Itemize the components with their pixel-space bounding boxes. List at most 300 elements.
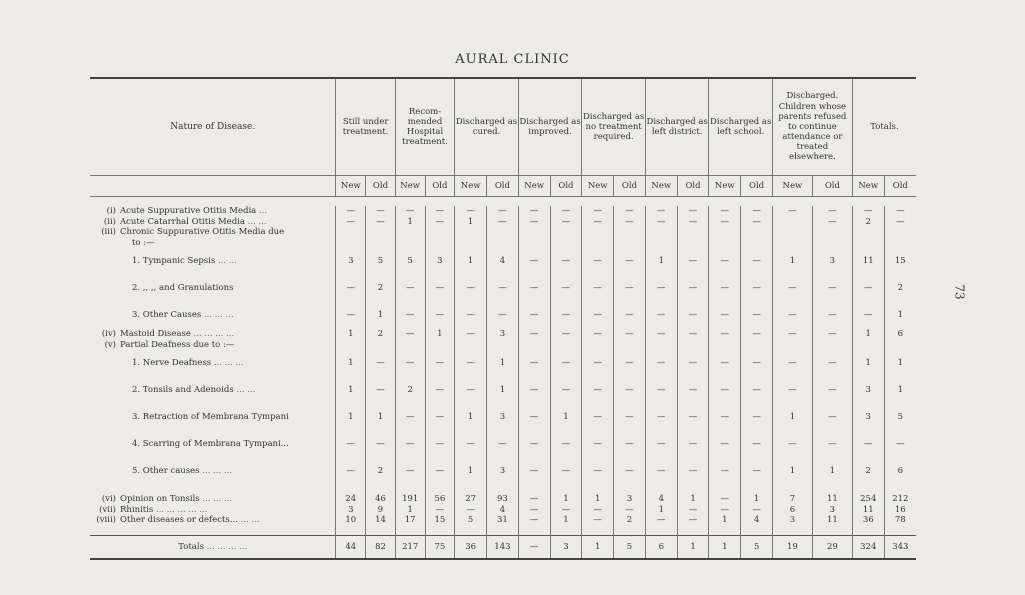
aural-clinic-table	[90, 77, 916, 560]
value-cell: 1	[645, 505, 677, 516]
value-cell: —	[812, 350, 852, 377]
value-cell: —	[677, 217, 709, 228]
value-cell: —	[852, 431, 884, 458]
totals-label: Totals ... ... ... ...	[90, 535, 336, 559]
value-cell: —	[677, 505, 709, 516]
value-cell: 4	[645, 494, 677, 505]
total-cell: 1	[677, 535, 709, 559]
value-cell	[772, 340, 812, 351]
value-cell: 1	[550, 515, 582, 526]
value-cell: —	[518, 505, 550, 516]
value-cell: 2	[852, 458, 884, 485]
value-cell: —	[709, 431, 741, 458]
sub-header-new: New	[336, 176, 366, 197]
value-cell: —	[645, 275, 677, 302]
value-cell: —	[772, 329, 812, 340]
value-cell	[395, 227, 425, 238]
value-cell: —	[550, 217, 582, 228]
value-cell: —	[614, 217, 646, 228]
value-cell: 1	[550, 494, 582, 505]
total-cell: 29	[812, 535, 852, 559]
value-cell: —	[614, 302, 646, 329]
value-cell: —	[645, 404, 677, 431]
value-cell: —	[336, 458, 366, 485]
sub-header-old: Old	[677, 176, 709, 197]
value-cell: —	[677, 377, 709, 404]
value-cell: 3	[336, 505, 366, 516]
disease-label: 2. Tonsils and Adenoids ... ...	[132, 385, 256, 396]
value-cell	[582, 227, 614, 238]
disease-label: 2. ,, ,, and Granulations	[132, 283, 234, 294]
value-cell: —	[518, 217, 550, 228]
table-row	[90, 302, 916, 329]
value-cell	[884, 227, 916, 238]
value-cell: —	[741, 329, 773, 340]
table-row	[90, 227, 916, 238]
value-cell	[366, 340, 396, 351]
value-cell: 2	[366, 275, 396, 302]
value-cell: 2	[614, 515, 646, 526]
value-cell: 93	[487, 494, 519, 505]
value-cell: —	[772, 377, 812, 404]
value-cell: 5	[366, 248, 396, 275]
value-cell: 1	[677, 494, 709, 505]
value-cell: —	[425, 206, 455, 217]
value-cell: 78	[884, 515, 916, 526]
value-cell: —	[582, 275, 614, 302]
value-cell: —	[366, 206, 396, 217]
value-cell: —	[336, 431, 366, 458]
value-cell	[582, 238, 614, 249]
value-cell: —	[677, 275, 709, 302]
value-cell: —	[425, 302, 455, 329]
disease-label: (ii) Acute Catarrhal Otitis Media ... ...	[103, 216, 267, 227]
value-cell: 1	[645, 248, 677, 275]
value-cell: —	[582, 217, 614, 228]
total-cell: 143	[487, 535, 519, 559]
page-title: AURAL CLINIC	[455, 52, 570, 67]
value-cell: 254	[852, 494, 884, 505]
value-cell: 212	[884, 494, 916, 505]
value-cell: —	[455, 329, 487, 340]
value-cell: —	[677, 350, 709, 377]
value-cell: —	[395, 404, 425, 431]
value-cell: —	[614, 458, 646, 485]
value-cell: 1	[709, 515, 741, 526]
disease-label: 4. Scarring of Membrana Tympani...	[132, 439, 289, 450]
value-cell: —	[812, 377, 852, 404]
value-cell	[550, 340, 582, 351]
value-cell	[709, 227, 741, 238]
disease-label: (v) Partial Deafness due to :—	[104, 339, 235, 350]
value-cell: —	[812, 431, 852, 458]
value-cell: —	[425, 217, 455, 228]
disease-label: 3. Other Causes ... ... ...	[132, 310, 234, 321]
table-row	[90, 494, 916, 505]
value-cell	[884, 238, 916, 249]
value-cell: 3	[812, 505, 852, 516]
value-cell: 7	[772, 494, 812, 505]
value-cell: 1	[366, 302, 396, 329]
value-cell: —	[677, 302, 709, 329]
sub-header-new: New	[645, 176, 677, 197]
value-cell: —	[709, 505, 741, 516]
value-cell: —	[425, 377, 455, 404]
value-cell	[852, 238, 884, 249]
value-cell: 11	[852, 248, 884, 275]
value-cell: —	[518, 377, 550, 404]
value-cell: —	[487, 431, 519, 458]
value-cell	[425, 227, 455, 238]
value-cell: —	[614, 505, 646, 516]
value-cell: 1	[425, 329, 455, 340]
value-cell: 1	[336, 329, 366, 340]
sub-header-new: New	[518, 176, 550, 197]
value-cell: 1	[582, 494, 614, 505]
disease-label: to :—	[132, 237, 155, 248]
value-cell: 1	[395, 505, 425, 516]
value-cell	[741, 340, 773, 351]
value-cell	[518, 238, 550, 249]
total-cell: 82	[366, 535, 396, 559]
value-cell: —	[455, 206, 487, 217]
value-cell	[772, 227, 812, 238]
value-cell: —	[518, 458, 550, 485]
value-cell: 3	[852, 377, 884, 404]
value-cell	[614, 227, 646, 238]
value-cell: 3	[425, 248, 455, 275]
value-cell: —	[741, 275, 773, 302]
value-cell: 1	[336, 404, 366, 431]
value-cell: —	[884, 206, 916, 217]
disease-label: 1. Tympanic Sepsis ... ...	[132, 256, 237, 267]
table-row	[90, 206, 916, 217]
value-cell: —	[645, 329, 677, 340]
value-cell	[645, 238, 677, 249]
group-header: Discharged. Children whose parents refused to continue attendance or treated elsewhere.	[772, 78, 852, 176]
value-cell: 15	[425, 515, 455, 526]
value-cell	[741, 238, 773, 249]
value-cell: —	[487, 217, 519, 228]
value-cell	[645, 227, 677, 238]
value-cell	[336, 227, 366, 238]
sub-header-new: New	[772, 176, 812, 197]
value-cell: 1	[455, 217, 487, 228]
value-cell	[614, 238, 646, 249]
value-cell: 1	[366, 404, 396, 431]
table-row	[90, 350, 916, 377]
value-cell: 3	[336, 248, 366, 275]
value-cell	[395, 238, 425, 249]
value-cell: —	[741, 217, 773, 228]
value-cell: 5	[455, 515, 487, 526]
value-cell: 5	[395, 248, 425, 275]
value-cell: 11	[852, 505, 884, 516]
value-cell: —	[518, 206, 550, 217]
value-cell: —	[645, 431, 677, 458]
disease-label: 5. Other causes ... ... ...	[132, 466, 232, 477]
value-cell	[709, 238, 741, 249]
group-header: Discharged as left district.	[645, 78, 709, 176]
value-cell: —	[741, 302, 773, 329]
value-cell: —	[395, 275, 425, 302]
group-header: Discharged as improved.	[518, 78, 582, 176]
value-cell: —	[487, 275, 519, 302]
disease-label: (iii) Chronic Suppurative Otitis Media due	[101, 227, 285, 237]
value-cell: 3	[852, 404, 884, 431]
value-cell: —	[709, 275, 741, 302]
value-cell: —	[455, 431, 487, 458]
value-cell: 1	[852, 350, 884, 377]
value-cell: 1	[395, 217, 425, 228]
value-cell	[614, 340, 646, 351]
table-row	[90, 275, 916, 302]
value-cell: —	[884, 431, 916, 458]
table-row	[90, 238, 916, 249]
sub-header-old: Old	[614, 176, 646, 197]
value-cell	[582, 340, 614, 351]
value-cell	[852, 340, 884, 351]
value-cell: —	[614, 206, 646, 217]
value-cell: —	[366, 431, 396, 458]
value-cell: —	[582, 329, 614, 340]
value-cell: —	[709, 206, 741, 217]
value-cell: 17	[395, 515, 425, 526]
value-cell: —	[455, 302, 487, 329]
value-cell: —	[614, 248, 646, 275]
value-cell: —	[772, 302, 812, 329]
disease-label: (vi) Opinion on Tonsils ... ... ...	[101, 494, 233, 504]
value-cell: 1	[772, 404, 812, 431]
value-cell: —	[366, 217, 396, 228]
table-row	[90, 329, 916, 340]
group-header: Discharged as left school.	[709, 78, 773, 176]
value-cell: 1	[455, 404, 487, 431]
value-cell: 36	[852, 515, 884, 526]
value-cell	[518, 227, 550, 238]
value-cell: —	[550, 329, 582, 340]
value-cell	[425, 238, 455, 249]
table-body	[90, 197, 916, 536]
value-cell: —	[614, 329, 646, 340]
value-cell: —	[709, 458, 741, 485]
value-cell: —	[336, 206, 366, 217]
value-cell: —	[812, 217, 852, 228]
totals-row	[90, 535, 916, 559]
total-cell: 19	[772, 535, 812, 559]
value-cell: —	[709, 302, 741, 329]
value-cell	[677, 238, 709, 249]
value-cell: —	[852, 302, 884, 329]
value-cell: —	[550, 275, 582, 302]
total-cell: 1	[709, 535, 741, 559]
value-cell: 1	[852, 329, 884, 340]
value-cell: 15	[884, 248, 916, 275]
value-cell	[812, 238, 852, 249]
value-cell: 4	[487, 248, 519, 275]
value-cell	[455, 238, 487, 249]
value-cell: —	[518, 329, 550, 340]
value-cell	[772, 238, 812, 249]
value-cell: —	[425, 275, 455, 302]
value-cell: —	[677, 515, 709, 526]
value-cell: —	[741, 404, 773, 431]
total-cell: 5	[741, 535, 773, 559]
value-cell: 5	[884, 404, 916, 431]
value-cell: 1	[550, 404, 582, 431]
value-cell: —	[677, 431, 709, 458]
value-cell: —	[709, 377, 741, 404]
sub-header-old: Old	[425, 176, 455, 197]
table-row	[90, 248, 916, 275]
value-cell	[852, 227, 884, 238]
value-cell: —	[772, 206, 812, 217]
value-cell: —	[812, 206, 852, 217]
value-cell: 191	[395, 494, 425, 505]
value-cell: —	[582, 515, 614, 526]
value-cell: 3	[487, 329, 519, 340]
value-cell: —	[852, 275, 884, 302]
value-cell	[366, 227, 396, 238]
value-cell: 2	[852, 217, 884, 228]
value-cell: —	[741, 505, 773, 516]
group-header: Totals.	[852, 78, 916, 176]
value-cell: —	[709, 350, 741, 377]
value-cell: 1	[772, 458, 812, 485]
value-cell: —	[582, 350, 614, 377]
value-cell	[487, 340, 519, 351]
value-cell	[884, 340, 916, 351]
value-cell: 10	[336, 515, 366, 526]
value-cell: 1	[884, 377, 916, 404]
disease-label: 3. Retraction of Membrana Tympani	[132, 412, 289, 423]
value-cell: —	[518, 404, 550, 431]
value-cell: —	[741, 377, 773, 404]
sub-header-old: Old	[812, 176, 852, 197]
value-cell: —	[709, 248, 741, 275]
value-cell: —	[582, 431, 614, 458]
table-row	[90, 217, 916, 228]
value-cell: —	[550, 505, 582, 516]
value-cell: —	[614, 404, 646, 431]
value-cell: 2	[395, 377, 425, 404]
value-cell: —	[741, 458, 773, 485]
value-cell: —	[741, 431, 773, 458]
value-cell	[812, 227, 852, 238]
value-cell: 1	[455, 248, 487, 275]
value-cell: 1	[812, 458, 852, 485]
value-cell: —	[582, 206, 614, 217]
table-row	[90, 505, 916, 516]
value-cell	[741, 227, 773, 238]
value-cell: —	[518, 515, 550, 526]
value-cell: —	[518, 248, 550, 275]
nature-header: Nature of Disease.	[170, 121, 256, 132]
value-cell	[336, 340, 366, 351]
total-cell: 343	[884, 535, 916, 559]
total-cell: 6	[645, 535, 677, 559]
value-cell: 3	[772, 515, 812, 526]
value-cell: —	[550, 431, 582, 458]
value-cell	[425, 340, 455, 351]
value-cell: 6	[772, 505, 812, 516]
value-cell: —	[487, 206, 519, 217]
value-cell: —	[550, 302, 582, 329]
value-cell: —	[582, 404, 614, 431]
value-cell: —	[645, 217, 677, 228]
value-cell: —	[395, 458, 425, 485]
value-cell: 31	[487, 515, 519, 526]
sub-header-new: New	[455, 176, 487, 197]
value-cell: —	[518, 350, 550, 377]
disease-label: (vii) Rhinitis ... ... ... ... ...	[99, 504, 208, 515]
value-cell	[518, 340, 550, 351]
sub-header-old: Old	[741, 176, 773, 197]
value-cell: —	[812, 275, 852, 302]
total-cell: 36	[455, 535, 487, 559]
page-number: 73	[952, 284, 967, 300]
value-cell: 1	[884, 350, 916, 377]
value-cell: —	[455, 505, 487, 516]
value-cell: —	[395, 302, 425, 329]
value-cell	[550, 227, 582, 238]
value-cell: —	[455, 275, 487, 302]
value-cell: 3	[487, 404, 519, 431]
total-cell: 44	[336, 535, 366, 559]
value-cell: —	[645, 458, 677, 485]
value-cell	[336, 238, 366, 249]
value-cell: —	[645, 206, 677, 217]
value-cell: 24	[336, 494, 366, 505]
value-cell: —	[645, 350, 677, 377]
value-cell: —	[336, 217, 366, 228]
sub-header-old: Old	[550, 176, 582, 197]
value-cell	[772, 217, 812, 228]
value-cell: 2	[366, 329, 396, 340]
value-cell	[645, 340, 677, 351]
sub-header-new: New	[852, 176, 884, 197]
value-cell: —	[582, 458, 614, 485]
value-cell: —	[366, 350, 396, 377]
value-cell: —	[709, 494, 741, 505]
sub-header-old: Old	[366, 176, 396, 197]
total-cell: 217	[395, 535, 425, 559]
value-cell: —	[645, 377, 677, 404]
value-cell	[677, 340, 709, 351]
sub-header-old: Old	[487, 176, 519, 197]
value-cell: —	[852, 206, 884, 217]
value-cell: 27	[455, 494, 487, 505]
value-cell: —	[709, 329, 741, 340]
value-cell	[487, 227, 519, 238]
table-row	[90, 404, 916, 431]
value-cell: 9	[366, 505, 396, 516]
value-cell: —	[518, 275, 550, 302]
total-cell: —	[518, 535, 550, 559]
value-cell: —	[395, 329, 425, 340]
value-cell: —	[677, 404, 709, 431]
value-cell: —	[614, 350, 646, 377]
value-cell: 56	[425, 494, 455, 505]
table-row	[90, 515, 916, 526]
value-cell: —	[772, 350, 812, 377]
sub-header-new: New	[582, 176, 614, 197]
value-cell: 1	[487, 377, 519, 404]
value-cell: —	[772, 431, 812, 458]
group-header: Discharged as no treatment required.	[582, 78, 646, 176]
value-cell: —	[812, 404, 852, 431]
new-old-header-row	[90, 176, 916, 197]
